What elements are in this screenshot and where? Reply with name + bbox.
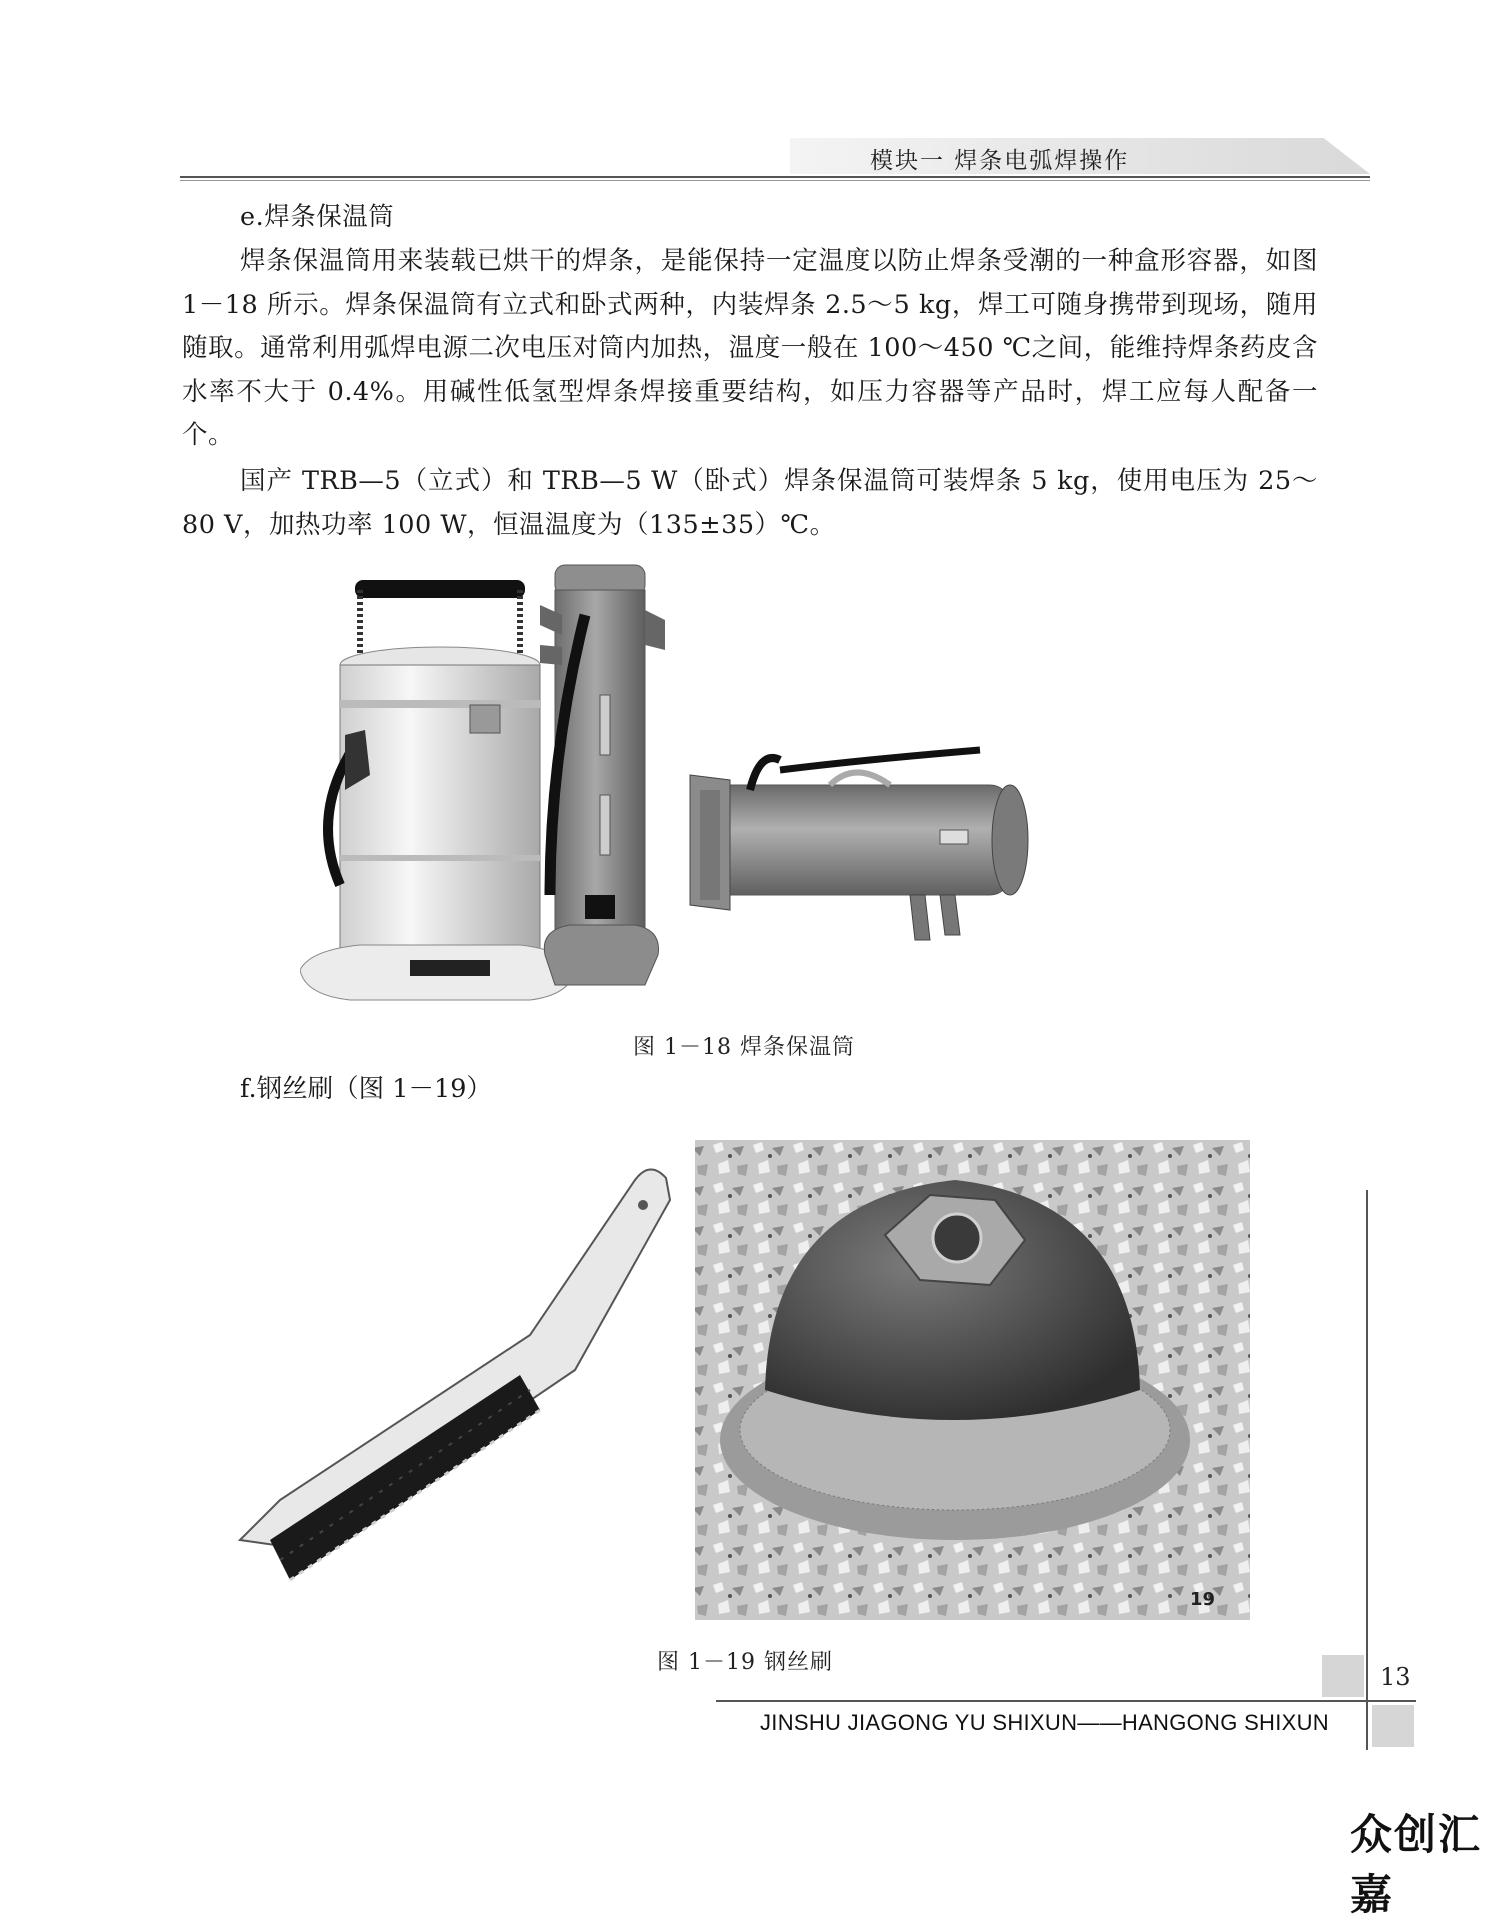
footer-book-title: JINSHU JIAGONG YU SHIXUN——HANGONG SHIXUN — [760, 1710, 1329, 1735]
header-rule-thin — [180, 180, 1370, 181]
running-header — [180, 138, 1370, 174]
section-f-heading: f.钢丝刷（图 1－19） — [240, 1074, 492, 1104]
footer-vertical-rule — [1366, 1190, 1368, 1750]
cup-wire-brush-photo — [695, 1140, 1250, 1620]
photo-corner-label: 19 — [1190, 1589, 1216, 1610]
footer-horizontal-rule — [716, 1700, 1416, 1702]
section-e-heading: e.焊条保温筒 — [240, 202, 395, 232]
watermark: 众创汇嘉 — [1350, 1810, 1483, 1919]
vertical-grey-oven — [540, 565, 665, 985]
figure-19-caption: 图 1－19 钢丝刷 — [657, 1650, 833, 1675]
horizontal-grey-oven — [690, 750, 1028, 940]
vertical-white-oven — [300, 580, 575, 1000]
hand-wire-brush — [240, 1169, 670, 1580]
footer-decor-box — [1322, 1655, 1364, 1697]
figure-wire-brushes — [230, 1140, 1250, 1620]
section-e-paragraph-2: 国产 TRB—5（立式）和 TRB—5 W（卧式）焊条保温筒可装焊条 5 kg，使用电压为 25～80 V，加热功率 100 W，恒温温度为（135±35）℃。 — [182, 466, 1318, 540]
header-title: 模块一 焊条电弧焊操作 — [870, 148, 1130, 174]
footer-decor-box — [1372, 1705, 1414, 1747]
figure-18-caption: 图 1－18 焊条保温筒 — [633, 1035, 855, 1060]
header-rule — [180, 176, 1370, 178]
page-number: 13 — [1380, 1663, 1411, 1691]
figure-electrode-ovens — [300, 555, 1210, 1010]
section-e-paragraph-1: 焊条保温筒用来装载已烘干的焊条，是能保持一定温度以防止焊条受潮的一种盒形容器，如图 1－18 所示。焊条保温筒有立式和卧式两种，内装焊条 2.5～5 kg，焊工可随身携带到现场，随用随取。通常利用弧焊电源二次电压对筒内加热，温度一般在 100～450 ℃之间，能维持焊条药皮含水率不大于 0.4%。用碱性低氢型焊条焊接重要结构，如压力容器等产品时，焊工应每人配备一个。 — [182, 246, 1318, 450]
